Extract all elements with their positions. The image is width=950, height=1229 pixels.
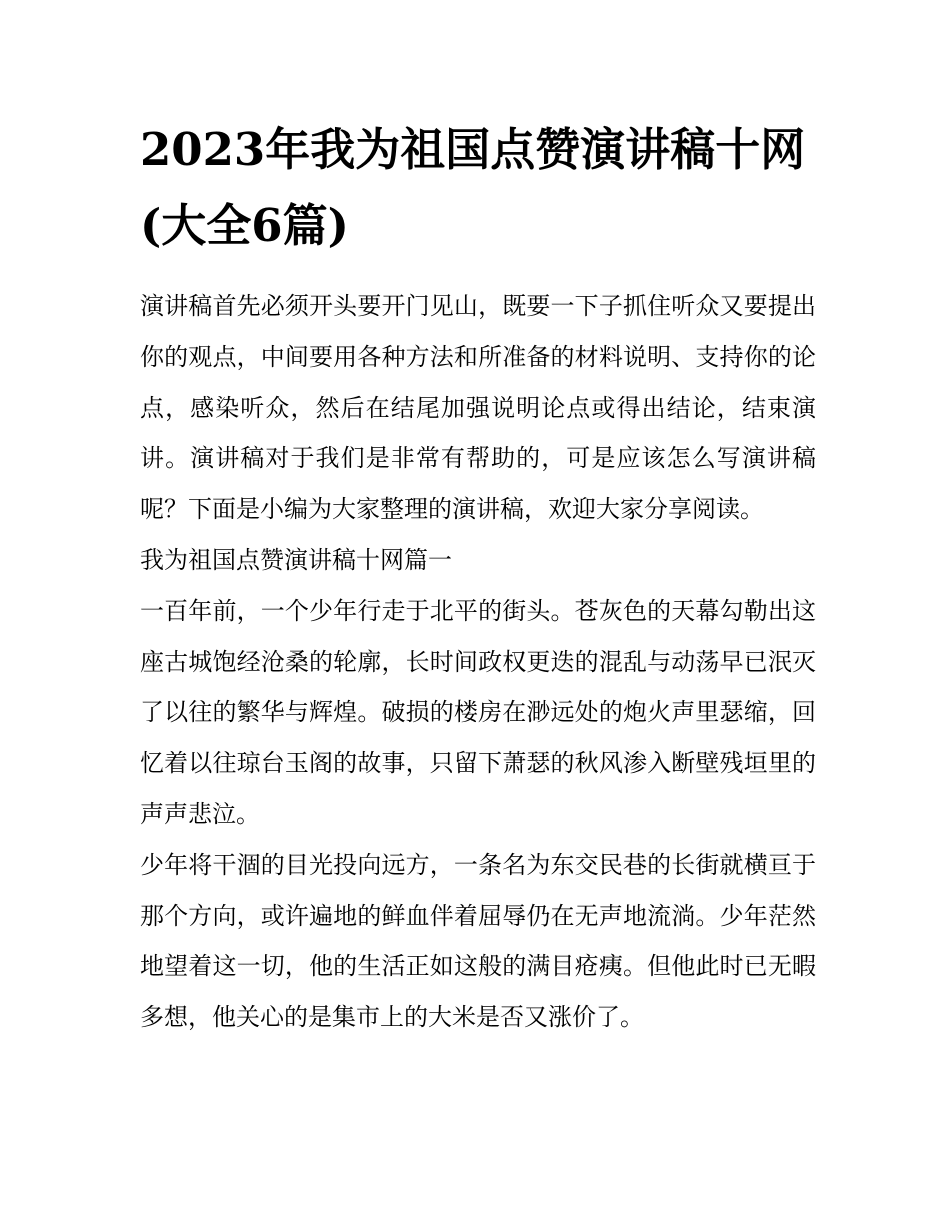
document-body	[140, 112, 816, 1043]
paragraph-intro: 演讲稿首先必须开头要开门见山，既要一下子抓住听众又要提出你的观点，中间要用各种方法和所准备的材料说明、支持你的论点，感染听众，然后在结尾加强说明论点或得出结论，结束演讲。演讲稿对于我们是非常有帮助的，可是应该怎么写演讲稿呢？下面是小编为大家整理的演讲稿，欢迎大家分享阅读。	[140, 292, 816, 524]
section-heading: 我为祖国点赞演讲稿十网篇一	[140, 545, 452, 574]
document-title: 2023年我为祖国点赞演讲稿十网(大全6篇)	[140, 123, 806, 252]
paragraph-body-2: 少年将干涸的目光投向远方，一条名为东交民巷的长街就横亘于那个方向，或许遍地的鲜血伴着屈辱仍在无声地流淌。少年茫然地望着这一切，他的生活正如这般的满目疮痍。但他此时已无暇多想，他关心的是集市上的大米是否又涨价了。	[140, 850, 816, 1032]
paragraph-body-1: 一百年前，一个少年行走于北平的街头。苍灰色的天幕勾勒出这座古城饱经沧桑的轮廓，长时间政权更迭的混乱与动荡早已泯灭了以往的繁华与辉煌。破损的楼房在渺远处的炮火声里瑟缩，回忆着以往琼台玉阁的故事，只留下萧瑟的秋风渗入断壁残垣里的声声悲泣。	[140, 596, 816, 828]
